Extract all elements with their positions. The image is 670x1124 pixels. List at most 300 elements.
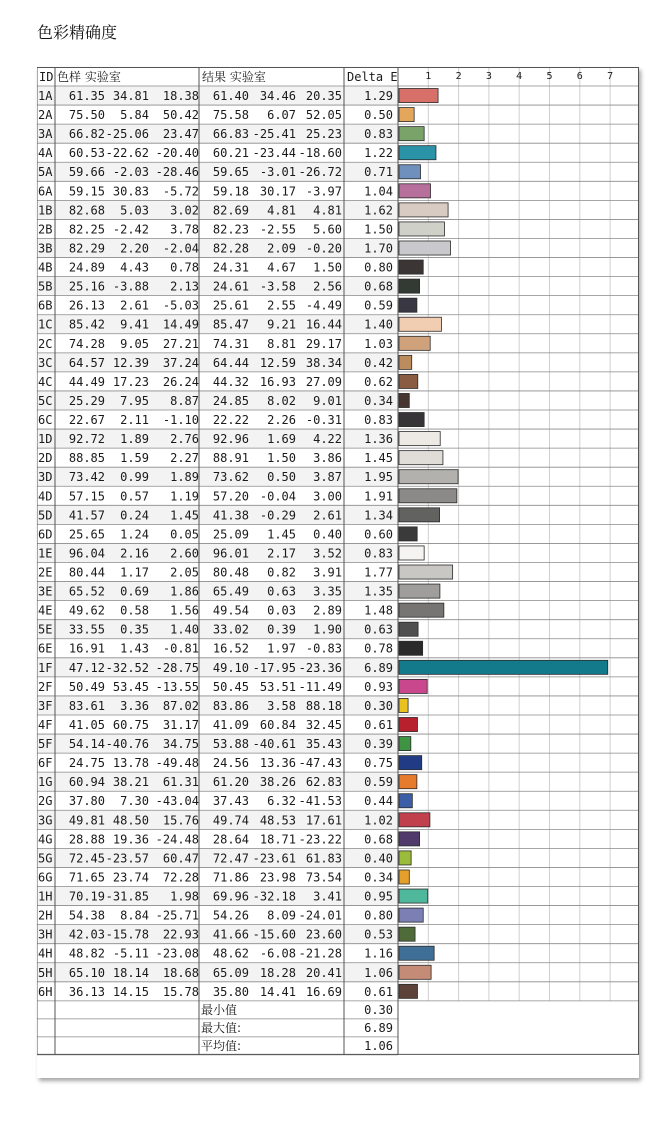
result-value: 82.69 <box>212 203 249 218</box>
header-result: 结果 实验室 <box>202 70 266 84</box>
result-value: -0.29 <box>259 508 296 523</box>
delta-bar <box>399 146 436 160</box>
sample-value: 25.65 <box>68 527 105 542</box>
delta-e-chart <box>37 67 639 1078</box>
result-value: 38.26 <box>259 775 296 790</box>
delta-value: 0.68 <box>364 279 393 294</box>
result-value: 30.17 <box>259 184 296 199</box>
delta-bar <box>399 737 411 751</box>
sample-value: 66.82 <box>68 127 105 142</box>
delta-bar <box>399 127 424 141</box>
delta-value: 0.53 <box>364 927 393 942</box>
delta-value: 1.91 <box>364 489 393 504</box>
sample-value: 72.28 <box>162 870 199 885</box>
result-value: 0.40 <box>313 527 342 542</box>
result-value: 0.03 <box>267 603 296 618</box>
delta-value: 0.34 <box>364 393 393 408</box>
result-value: 85.47 <box>212 317 249 332</box>
sample-value: 1.98 <box>170 889 199 904</box>
result-value: 1.69 <box>267 432 296 447</box>
sample-value: 14.49 <box>162 317 199 332</box>
summary-label: 最小值 <box>201 1002 238 1017</box>
x-tick-label: 1 <box>425 71 432 82</box>
delta-bar <box>399 565 453 579</box>
delta-bar <box>399 279 420 293</box>
sample-value: 87.02 <box>162 698 199 713</box>
delta-bar <box>399 908 423 922</box>
sample-value: 26.13 <box>68 298 105 313</box>
sample-value: -24.48 <box>155 832 199 847</box>
delta-value: 0.61 <box>364 984 393 999</box>
row-id: 1F <box>38 660 53 675</box>
row-id: 2F <box>38 679 53 694</box>
sample-value: 30.83 <box>112 184 149 199</box>
sample-value: 27.21 <box>162 336 199 351</box>
delta-value: 1.35 <box>364 584 393 599</box>
result-value: 13.36 <box>259 756 296 771</box>
result-value: 1.50 <box>313 260 342 275</box>
sample-value: 61.31 <box>162 775 199 790</box>
row-id: 4B <box>38 260 53 275</box>
result-value: -32.18 <box>252 889 296 904</box>
result-value: 53.88 <box>212 737 249 752</box>
result-value: 2.56 <box>313 279 342 294</box>
result-value: 38.34 <box>305 355 342 370</box>
delta-bar <box>399 241 451 255</box>
row-id: 4A <box>38 146 53 161</box>
delta-value: 1.06 <box>364 965 393 980</box>
sample-value: 41.05 <box>68 717 105 732</box>
delta-bar <box>399 756 422 770</box>
result-value: -23.61 <box>252 851 296 866</box>
row-id: 4D <box>38 489 53 504</box>
result-value: 3.58 <box>267 698 296 713</box>
result-value: 25.09 <box>212 527 249 542</box>
sample-value: 0.58 <box>120 603 149 618</box>
sample-value: 5.03 <box>120 203 149 218</box>
result-value: -6.08 <box>259 946 296 961</box>
row-id: 5D <box>38 508 53 523</box>
row-id: 5G <box>38 851 53 866</box>
delta-value: 0.61 <box>364 717 393 732</box>
sample-value: 0.78 <box>170 260 199 275</box>
summary-label: 最大值: <box>201 1020 242 1035</box>
result-value: 17.61 <box>305 813 342 828</box>
sample-value: -32.52 <box>105 660 149 675</box>
result-value: 23.60 <box>305 927 342 942</box>
sample-value: 0.69 <box>120 584 149 599</box>
result-value: 72.47 <box>212 851 249 866</box>
result-value: 3.86 <box>313 451 342 466</box>
sample-value: 73.42 <box>68 470 105 485</box>
delta-value: 1.95 <box>364 470 393 485</box>
delta-value: 0.63 <box>364 622 393 637</box>
sample-value: -25.71 <box>155 908 199 923</box>
delta-bar <box>399 336 430 350</box>
sample-value: -3.88 <box>112 279 149 294</box>
sample-value: 82.25 <box>68 222 105 237</box>
delta-bar <box>399 355 412 369</box>
result-value: 9.21 <box>267 317 296 332</box>
delta-value: 0.83 <box>364 413 393 428</box>
sample-value: 0.35 <box>120 622 149 637</box>
result-value: 34.46 <box>259 89 296 103</box>
sample-value: 23.74 <box>112 870 149 885</box>
sample-value: 59.15 <box>68 184 105 199</box>
result-value: 16.93 <box>259 374 296 389</box>
row-id: 3H <box>38 927 53 942</box>
delta-value: 0.68 <box>364 832 393 847</box>
result-value: 48.53 <box>259 813 296 828</box>
summary-label: 平均值: <box>201 1038 242 1053</box>
sample-value: 15.76 <box>162 813 199 828</box>
delta-bar <box>399 165 421 179</box>
result-value: 52.05 <box>305 108 342 123</box>
delta-value: 1.34 <box>364 508 393 523</box>
result-value: -4.49 <box>305 298 342 313</box>
sample-value: -22.62 <box>105 146 149 161</box>
delta-value: 0.59 <box>364 775 393 790</box>
sample-value: -0.81 <box>162 641 199 656</box>
sample-value: 80.44 <box>68 565 105 580</box>
x-tick-label: 2 <box>455 71 462 82</box>
sample-value: 57.15 <box>68 489 105 504</box>
result-value: 0.39 <box>267 622 296 637</box>
sample-value: 34.81 <box>112 89 149 103</box>
row-id: 5H <box>38 965 53 980</box>
delta-bar <box>399 298 417 312</box>
result-value: 73.54 <box>305 870 342 885</box>
delta-value: 1.04 <box>364 184 393 199</box>
result-value: 49.74 <box>212 813 249 828</box>
sample-value: 88.85 <box>68 451 105 466</box>
sample-value: 54.38 <box>68 908 105 923</box>
delta-value: 0.44 <box>364 794 393 809</box>
result-value: 65.49 <box>212 584 249 599</box>
sample-value: -2.03 <box>112 165 149 180</box>
sample-value: -15.78 <box>105 927 149 942</box>
sample-value: 28.88 <box>68 832 105 847</box>
delta-value: 1.03 <box>364 336 393 351</box>
sample-value: 83.61 <box>68 698 105 713</box>
row-id: 1A <box>38 89 53 103</box>
sample-value: 2.20 <box>120 241 149 256</box>
sample-value: -20.40 <box>155 146 199 161</box>
delta-bar <box>399 870 409 884</box>
delta-value: 1.62 <box>364 203 393 218</box>
delta-value: 0.75 <box>364 756 393 771</box>
summary-value: 1.06 <box>364 1038 393 1053</box>
result-value: 61.83 <box>305 851 342 866</box>
result-value: 4.22 <box>313 432 342 447</box>
row-id: 3G <box>38 813 53 828</box>
delta-bar <box>399 927 415 941</box>
sample-value: 38.21 <box>112 775 149 790</box>
result-value: 69.96 <box>212 889 249 904</box>
row-id: 6E <box>38 641 53 656</box>
result-value: 66.83 <box>212 127 249 142</box>
sample-value: 24.89 <box>68 260 105 275</box>
delta-e-table <box>37 67 639 1078</box>
delta-value: 0.62 <box>364 374 393 389</box>
delta-bar <box>399 374 418 388</box>
row-id: 3A <box>38 127 53 142</box>
x-tick-label: 3 <box>485 71 492 82</box>
sample-value: 0.57 <box>120 489 149 504</box>
delta-bar <box>399 508 440 522</box>
result-value: 44.32 <box>212 374 249 389</box>
result-value: 35.43 <box>305 737 342 752</box>
result-value: 24.56 <box>212 756 249 771</box>
result-value: 3.00 <box>313 489 342 504</box>
result-value: -24.01 <box>298 908 342 923</box>
delta-bar <box>399 470 458 484</box>
result-value: 1.90 <box>313 622 342 637</box>
result-value: 83.86 <box>212 698 249 713</box>
delta-value: 1.45 <box>364 451 393 466</box>
sample-value: 70.19 <box>68 889 105 904</box>
delta-bar <box>399 89 438 103</box>
row-id: 5B <box>38 279 53 294</box>
sample-value: -5.72 <box>162 184 199 199</box>
row-id: 2G <box>38 794 53 809</box>
row-id: 4F <box>38 717 53 732</box>
delta-bar <box>399 851 411 865</box>
result-value: -17.95 <box>252 660 296 675</box>
result-value: 9.01 <box>313 393 342 408</box>
sample-value: 2.11 <box>120 413 149 428</box>
result-value: 65.09 <box>212 965 249 980</box>
result-value: 0.82 <box>267 565 296 580</box>
result-value: 3.41 <box>313 889 342 904</box>
sample-value: 1.43 <box>120 641 149 656</box>
delta-value: 1.29 <box>364 89 393 103</box>
sample-value: 18.38 <box>162 89 199 103</box>
x-tick-label: 7 <box>607 71 614 82</box>
page-title: 色彩精确度 <box>37 23 118 42</box>
delta-bar <box>399 451 443 465</box>
sample-value: 12.39 <box>112 355 149 370</box>
result-value: 25.23 <box>305 127 342 142</box>
sample-value: 1.40 <box>170 622 199 637</box>
sample-value: -13.55 <box>155 679 199 694</box>
delta-value: 0.95 <box>364 889 393 904</box>
sample-value: 1.24 <box>120 527 149 542</box>
sample-value: 2.27 <box>170 451 199 466</box>
sample-value: 1.17 <box>120 565 149 580</box>
delta-value: 0.83 <box>364 546 393 561</box>
delta-bar <box>399 393 409 407</box>
row-id: 6H <box>38 984 53 999</box>
result-value: 92.96 <box>212 432 249 447</box>
sample-value: -23.57 <box>105 851 149 866</box>
sample-value: 1.89 <box>120 432 149 447</box>
sample-value: 60.53 <box>68 146 105 161</box>
sample-value: -1.10 <box>162 413 199 428</box>
result-value: -0.04 <box>259 489 296 504</box>
result-value: -21.28 <box>298 946 342 961</box>
result-value: 73.62 <box>212 470 249 485</box>
delta-bar <box>399 946 434 960</box>
sample-value: 64.57 <box>68 355 105 370</box>
row-id: 1E <box>38 546 53 561</box>
sample-value: 25.16 <box>68 279 105 294</box>
result-value: 29.17 <box>305 336 342 351</box>
sample-value: 75.50 <box>68 108 105 123</box>
result-value: -0.83 <box>305 641 342 656</box>
delta-bar <box>399 965 431 979</box>
result-value: 35.80 <box>212 984 249 999</box>
result-value: 22.22 <box>212 413 249 428</box>
delta-value: 1.70 <box>364 241 393 256</box>
sample-value: 3.36 <box>120 698 149 713</box>
result-value: 61.20 <box>212 775 249 790</box>
sample-value: 31.17 <box>162 717 199 732</box>
row-id: 1H <box>38 889 53 904</box>
result-value: 41.09 <box>212 717 249 732</box>
summary-value: 0.30 <box>364 1002 393 1017</box>
result-value: 12.59 <box>259 355 296 370</box>
result-value: 24.31 <box>212 260 249 275</box>
sample-value: -5.03 <box>162 298 199 313</box>
sample-value: 23.47 <box>162 127 199 142</box>
result-value: 24.61 <box>212 279 249 294</box>
sample-value: 48.82 <box>68 946 105 961</box>
sample-value: -23.08 <box>155 946 199 961</box>
result-value: -0.20 <box>305 241 342 256</box>
sample-value: -25.06 <box>105 127 149 142</box>
delta-bar <box>399 432 440 446</box>
result-value: 62.83 <box>305 775 342 790</box>
result-value: 4.67 <box>267 260 296 275</box>
sample-value: 36.13 <box>68 984 105 999</box>
row-id: 2A <box>38 108 53 123</box>
result-value: 16.44 <box>305 317 342 332</box>
result-value: 2.55 <box>267 298 296 313</box>
sample-value: 8.84 <box>120 908 149 923</box>
result-value: 54.26 <box>212 908 249 923</box>
header-delta: Delta E <box>347 70 398 84</box>
delta-bar <box>399 184 431 198</box>
sample-value: 82.68 <box>68 203 105 218</box>
sample-value: 1.45 <box>170 508 199 523</box>
delta-value: 1.22 <box>364 146 393 161</box>
sample-value: 54.14 <box>68 737 105 752</box>
row-id: 5E <box>38 622 53 637</box>
result-value: 3.35 <box>313 584 342 599</box>
row-id: 2D <box>38 451 53 466</box>
result-value: -25.41 <box>252 127 296 142</box>
delta-bar <box>399 622 418 636</box>
row-id: 4G <box>38 832 53 847</box>
result-value: 8.81 <box>267 336 296 351</box>
result-value: 1.45 <box>267 527 296 542</box>
delta-bar <box>399 641 423 655</box>
sample-value: 33.55 <box>68 622 105 637</box>
delta-bar <box>399 698 408 712</box>
sample-value: 60.47 <box>162 851 199 866</box>
result-value: 25.61 <box>212 298 249 313</box>
delta-bar <box>399 260 423 274</box>
sample-value: 60.94 <box>68 775 105 790</box>
result-value: 82.23 <box>212 222 249 237</box>
result-value: 60.21 <box>212 146 249 161</box>
result-value: 3.91 <box>313 565 342 580</box>
sample-value: 2.05 <box>170 565 199 580</box>
delta-bar <box>399 203 448 217</box>
sample-value: 59.66 <box>68 165 105 180</box>
sample-value: 65.10 <box>68 965 105 980</box>
sample-value: 72.45 <box>68 851 105 866</box>
sample-value: 2.13 <box>170 279 199 294</box>
result-value: 53.51 <box>259 679 296 694</box>
result-value: 20.35 <box>305 89 342 103</box>
sample-value: 1.86 <box>170 584 199 599</box>
sample-value: 16.91 <box>68 641 105 656</box>
result-value: 33.02 <box>212 622 249 637</box>
result-value: 60.84 <box>259 717 296 732</box>
result-value: -11.49 <box>298 679 342 694</box>
sample-value: 14.15 <box>112 984 149 999</box>
result-value: 59.18 <box>212 184 249 199</box>
result-value: -2.55 <box>259 222 296 237</box>
delta-bar <box>399 489 457 503</box>
sample-value: 7.95 <box>120 393 149 408</box>
sample-value: 19.36 <box>112 832 149 847</box>
row-id: 5A <box>38 165 53 180</box>
delta-value: 1.40 <box>364 317 393 332</box>
delta-bar <box>399 679 427 693</box>
sample-value: 50.49 <box>68 679 105 694</box>
sample-value: 49.62 <box>68 603 105 618</box>
sample-value: 9.41 <box>120 317 149 332</box>
delta-bar <box>399 546 424 560</box>
result-value: -3.01 <box>259 165 296 180</box>
result-value: 2.17 <box>267 546 296 561</box>
sample-value: 48.50 <box>112 813 149 828</box>
row-id: 4E <box>38 603 53 618</box>
delta-bar <box>399 984 417 998</box>
row-id: 1B <box>38 203 53 218</box>
sample-value: 1.56 <box>170 603 199 618</box>
result-value: 4.81 <box>313 203 342 218</box>
result-value: 6.07 <box>267 108 296 123</box>
sample-value: 34.75 <box>162 737 199 752</box>
sample-value: 71.65 <box>68 870 105 885</box>
row-id: 3C <box>38 355 53 370</box>
result-value: 32.45 <box>305 717 342 732</box>
row-id: 4C <box>38 374 53 389</box>
delta-bar <box>399 584 440 598</box>
sample-value: 50.42 <box>162 108 199 123</box>
delta-value: 0.40 <box>364 851 393 866</box>
result-value: 57.20 <box>212 489 249 504</box>
row-id: 3D <box>38 470 53 485</box>
sample-value: -5.11 <box>112 946 149 961</box>
delta-value: 0.30 <box>364 698 393 713</box>
result-value: -41.53 <box>298 794 342 809</box>
delta-bar <box>399 413 424 427</box>
delta-bar <box>399 603 444 617</box>
result-value: -15.60 <box>252 927 296 942</box>
delta-bar <box>399 889 428 903</box>
sample-value: 1.89 <box>170 470 199 485</box>
result-value: 0.63 <box>267 584 296 599</box>
result-value: 64.44 <box>212 355 249 370</box>
result-value: -0.31 <box>305 413 342 428</box>
sample-value: 9.05 <box>120 336 149 351</box>
sample-value: 49.81 <box>68 813 105 828</box>
